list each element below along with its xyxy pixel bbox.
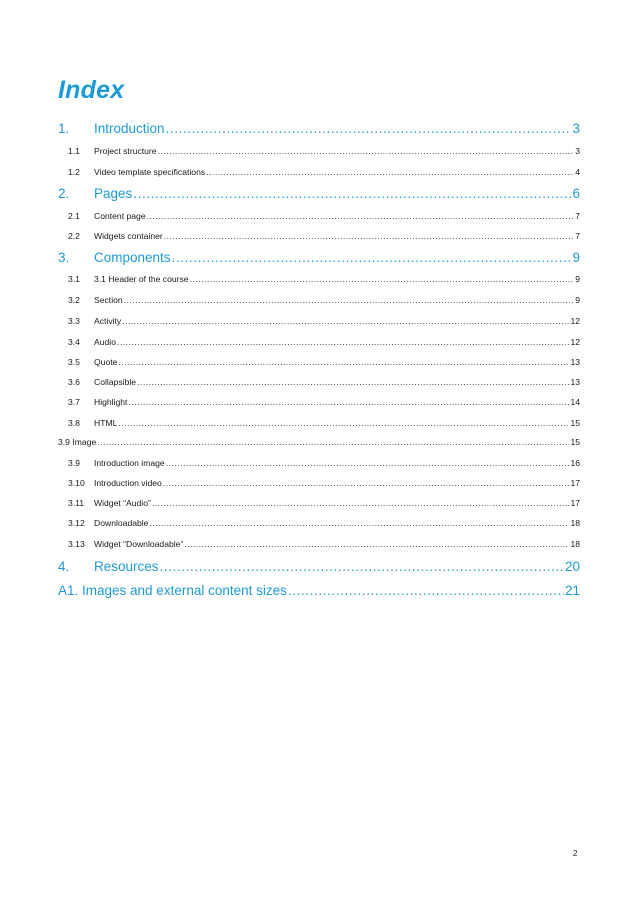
toc-leader (133, 183, 571, 201)
toc-number: 3.5 (68, 357, 80, 367)
toc-page: 9 (575, 274, 580, 284)
toc-label: Introduction image (94, 458, 165, 468)
toc-label: Widgets container (94, 231, 163, 241)
toc-label: Section (94, 295, 123, 305)
toc-label: Collapsible (94, 377, 137, 387)
toc-label: Widget “Audio” (94, 498, 151, 508)
toc-number: 3.11 (68, 498, 85, 508)
toc-leader (118, 416, 569, 428)
toc-entry[interactable] (58, 183, 580, 201)
toc-page: 17 (570, 478, 580, 488)
toc-page: 6 (572, 186, 580, 201)
toc-leader (118, 355, 569, 367)
toc-leader (117, 335, 569, 347)
toc-entry[interactable] (58, 229, 580, 241)
toc-label: A1. Images and external content sizes (58, 583, 287, 598)
toc-number: 2. (58, 186, 70, 201)
toc-entry[interactable] (58, 416, 580, 428)
toc-label: Components (94, 250, 171, 265)
toc-leader (172, 247, 572, 265)
toc-entry[interactable] (58, 476, 580, 488)
toc-page: 4 (575, 167, 580, 177)
toc-page: 12 (570, 337, 580, 347)
toc-leader (124, 293, 575, 305)
toc-label: 3.1 Header of the course (94, 274, 189, 284)
toc-number: 2.1 (68, 211, 80, 221)
toc-number: 3.13 (68, 539, 85, 549)
toc-label: Resources (94, 559, 159, 574)
toc-label: Audio (94, 337, 116, 347)
toc-number: 3.9 (68, 458, 80, 468)
toc-leader (158, 144, 575, 156)
toc-label: HTML (94, 418, 118, 428)
toc-leader (190, 272, 575, 284)
toc-leader (137, 375, 569, 387)
toc-page: 18 (570, 518, 580, 528)
page-number: 2 (573, 849, 578, 858)
toc-number: 3.6 (68, 377, 80, 387)
toc-label: Introduction video (94, 478, 162, 488)
toc-entry[interactable] (58, 355, 580, 367)
toc-number: 3.7 (68, 397, 80, 407)
toc-leader (163, 476, 570, 488)
toc-label: Widget “Downloadable” (94, 539, 184, 549)
toc-entry[interactable] (58, 165, 580, 177)
toc-page: 17 (570, 498, 580, 508)
toc-number: 1.1 (68, 146, 80, 156)
toc-entry[interactable] (58, 375, 580, 387)
toc-page: 15 (570, 437, 580, 447)
toc-leader (184, 537, 569, 549)
toc-leader (166, 118, 572, 136)
toc-number: 3.3 (68, 316, 80, 326)
toc-entry[interactable] (58, 314, 580, 326)
toc-number: 3.1 (68, 274, 80, 284)
toc-page: 7 (575, 211, 580, 221)
toc-page: 3 (572, 121, 580, 136)
toc-number: 3.8 (68, 418, 80, 428)
toc-number: 3.10 (68, 478, 85, 488)
toc-entry[interactable] (58, 293, 580, 305)
toc-leader (152, 496, 570, 508)
toc-leader (128, 395, 569, 407)
toc-page: 13 (570, 377, 580, 387)
toc-entry[interactable] (58, 118, 580, 136)
toc-label: Project structure (94, 146, 157, 156)
toc-label: Video template specifications (94, 167, 206, 177)
toc-number: 3.4 (68, 337, 80, 347)
toc-page: 7 (575, 231, 580, 241)
toc-number: 1. (58, 121, 70, 136)
toc-page: 14 (570, 397, 580, 407)
toc-label: Content page (94, 211, 146, 221)
toc-page: 13 (570, 357, 580, 367)
toc-label: Introduction (94, 121, 165, 136)
toc-leader (149, 516, 569, 528)
toc-label: Quote (94, 357, 118, 367)
page-title: Index (58, 76, 125, 104)
toc-leader (147, 209, 575, 221)
toc-number: 4. (58, 559, 70, 574)
toc-number: 3.2 (68, 295, 80, 305)
toc-entry[interactable] (58, 395, 580, 407)
toc-number: 1.2 (68, 167, 80, 177)
toc-leader (160, 556, 564, 574)
toc-entry[interactable] (58, 272, 580, 284)
toc-entry[interactable] (58, 247, 580, 265)
toc-entry[interactable] (58, 537, 580, 549)
toc-entry[interactable] (58, 144, 580, 156)
toc-page: 16 (570, 458, 580, 468)
toc-label: Pages (94, 186, 133, 201)
toc-entry[interactable] (58, 209, 580, 221)
toc-entry[interactable] (58, 435, 580, 447)
toc-leader (122, 314, 569, 326)
toc-page: 9 (572, 250, 580, 265)
toc-page: 9 (575, 295, 580, 305)
toc-label: Activity (94, 316, 122, 326)
toc-number: 3.12 (68, 518, 85, 528)
toc-leader (97, 435, 569, 447)
toc-label: Downloadable (94, 518, 149, 528)
toc-leader (164, 229, 574, 241)
toc-page: 12 (570, 316, 580, 326)
toc-entry[interactable] (58, 335, 580, 347)
toc-entry[interactable] (58, 580, 580, 598)
toc-number: 2.2 (68, 231, 80, 241)
toc-label: 3.9 Image (58, 437, 97, 447)
toc-leader (288, 580, 564, 598)
toc-page: 3 (575, 146, 580, 156)
toc-page: 21 (564, 583, 580, 598)
toc-number: 3. (58, 250, 70, 265)
toc-page: 20 (564, 559, 580, 574)
toc-label: Highlight (94, 397, 128, 407)
toc-entry[interactable] (58, 516, 580, 528)
toc-leader (206, 165, 574, 177)
toc-entry[interactable] (58, 496, 580, 508)
toc-entry[interactable] (58, 456, 580, 468)
toc-leader (166, 456, 570, 468)
toc-page: 18 (570, 539, 580, 549)
toc-page: 15 (570, 418, 580, 428)
toc-entry[interactable] (58, 556, 580, 574)
